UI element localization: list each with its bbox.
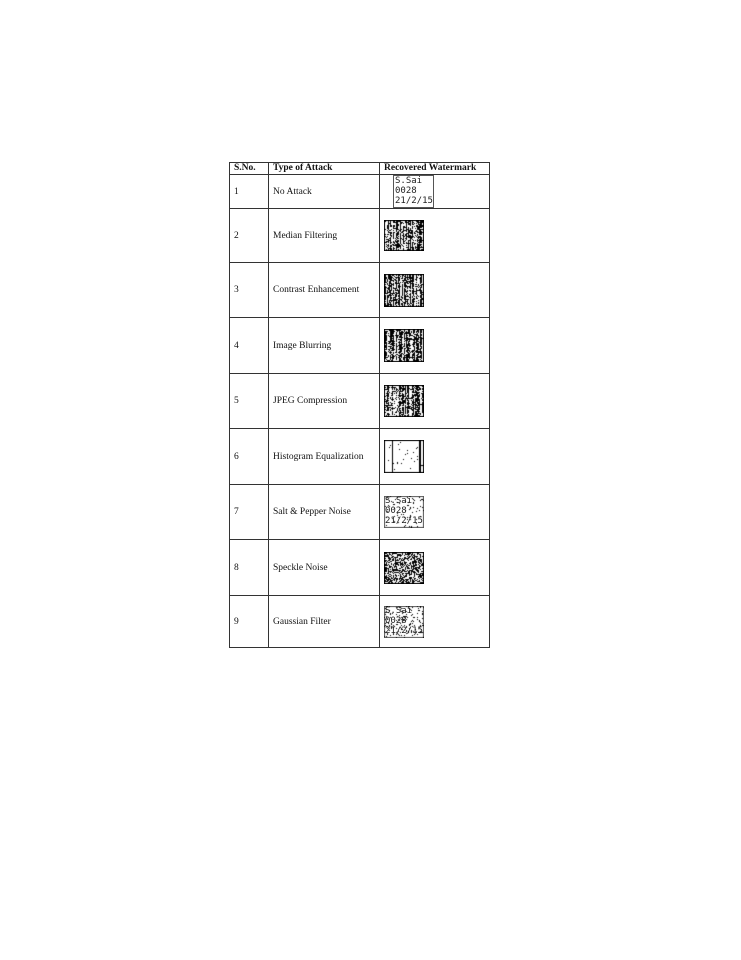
attack-cell: Median Filtering: [269, 209, 380, 263]
table-row: [230, 596, 490, 648]
attack-cell: Gaussian Filter: [269, 596, 380, 648]
recovered-watermark-image: [384, 606, 424, 638]
table-row: [230, 175, 490, 209]
watermark-text-line: 0028: [385, 615, 407, 626]
header-attack: Type of Attack: [269, 163, 380, 175]
table-row: [230, 318, 490, 374]
recovered-watermark-image: [393, 175, 434, 208]
sno-cell: 3: [230, 263, 269, 318]
sno-cell: 7: [230, 485, 269, 540]
recovered-watermark-image: [384, 220, 424, 251]
attack-cell: Speckle Noise: [269, 540, 380, 596]
watermark-cell: [380, 485, 490, 540]
header-row: [230, 163, 490, 175]
header-watermark: Recovered Watermark: [380, 163, 490, 175]
watermark-text-line: 21/2/15: [385, 516, 423, 526]
watermark-cell: [380, 209, 490, 263]
recovered-watermark-image: [384, 440, 424, 473]
watermark-text-line: S.Sai: [385, 605, 413, 616]
recovered-watermark-image: [384, 329, 424, 362]
recovered-watermark-image: [384, 552, 424, 584]
sno-cell: 1: [230, 175, 269, 209]
watermark-cell: [380, 429, 490, 485]
watermark-text-line: 0028: [385, 506, 407, 516]
recovered-watermark-image: [384, 496, 424, 528]
watermark-cell: [380, 318, 490, 374]
watermark-cell: [380, 540, 490, 596]
recovered-watermark-image: [384, 274, 424, 307]
sno-cell: 8: [230, 540, 269, 596]
attack-cell: Contrast Enhancement: [269, 263, 380, 318]
watermark-text-line: 0028: [395, 186, 417, 196]
sno-cell: 5: [230, 374, 269, 429]
watermark-text-line: 21/2/15: [385, 625, 423, 636]
attack-cell: Histogram Equalization: [269, 429, 380, 485]
attack-cell: Salt & Pepper Noise: [269, 485, 380, 540]
sno-cell: 2: [230, 209, 269, 263]
sno-cell: 6: [230, 429, 269, 485]
sno-cell: 9: [230, 596, 269, 648]
watermark-text-line: S.Sai: [385, 496, 413, 506]
table-row: [230, 263, 490, 318]
watermark-cell: [380, 374, 490, 429]
table-row: [230, 429, 490, 485]
watermark-cell: [380, 263, 490, 318]
attack-cell: Image Blurring: [269, 318, 380, 374]
watermark-cell: [380, 596, 490, 648]
table-row: [230, 485, 490, 540]
attack-cell: JPEG Compression: [269, 374, 380, 429]
attack-results-table: [229, 162, 490, 648]
attack-cell: No Attack: [269, 175, 380, 209]
header-sno: S.No.: [230, 163, 269, 175]
table-row: [230, 540, 490, 596]
table-row: [230, 374, 490, 429]
watermark-cell: [380, 175, 490, 209]
sno-cell: 4: [230, 318, 269, 374]
recovered-watermark-image: [384, 385, 424, 417]
table-row: [230, 209, 490, 263]
watermark-text-line: S.Sai: [395, 176, 423, 186]
watermark-text-line: 21/2/15: [395, 196, 433, 206]
